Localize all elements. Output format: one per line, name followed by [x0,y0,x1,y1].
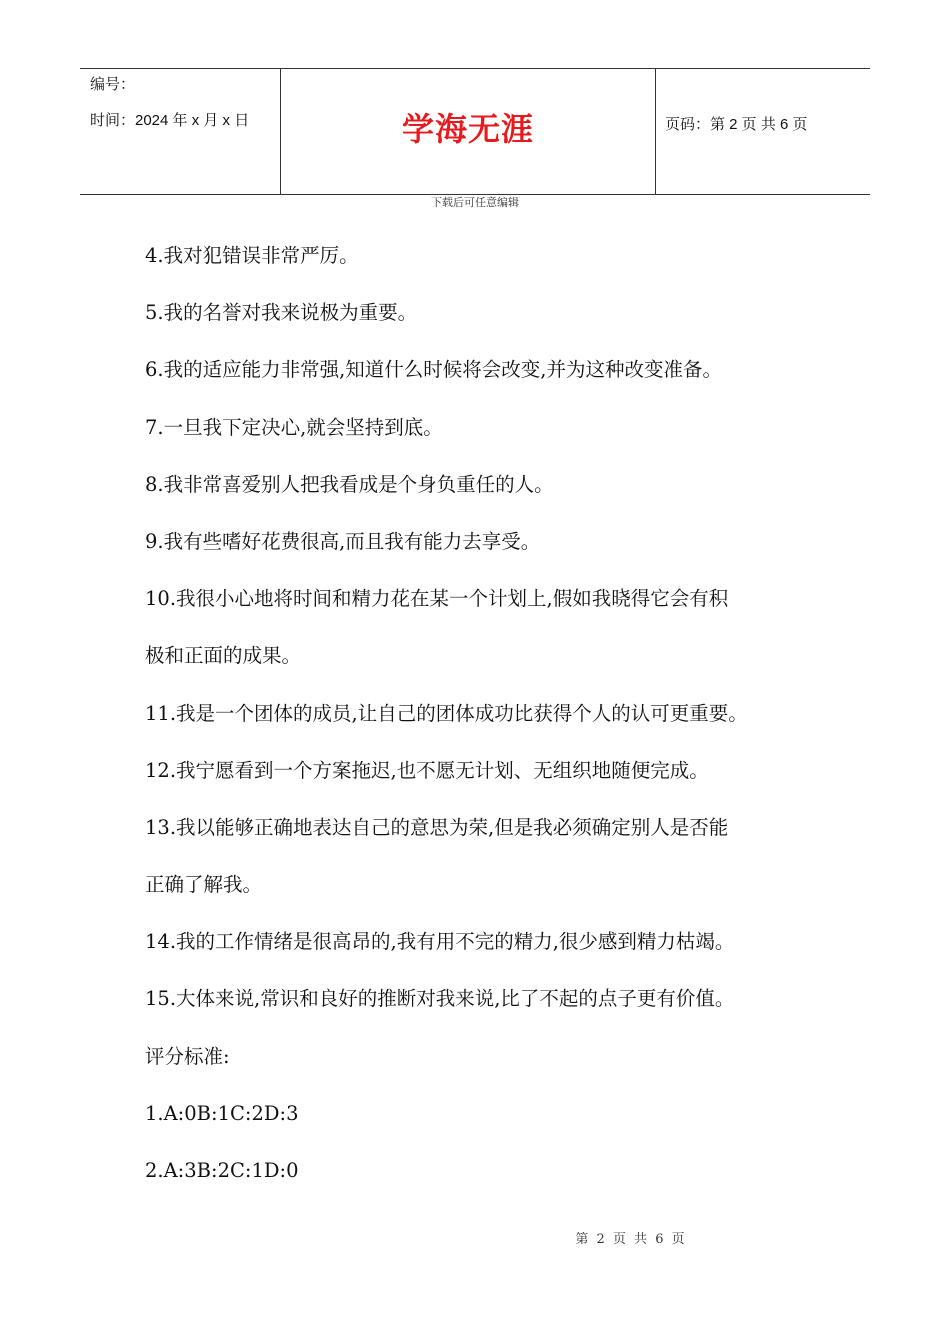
text-line: 正确了解我。 [145,873,263,897]
text-line: 4.我对犯错误非常严厉。 [145,244,359,267]
header-title-cell [280,69,656,194]
header-left-cell [80,69,280,194]
page-footer: 第 2 页 共 6 页 [575,1232,687,1247]
text-line: 6.我的适应能力非常强,知道什么时候将会改变,并为这种改变准备。 [145,358,723,382]
text-line: 10.我很小心地将时间和精力花在某一个计划上,假如我晓得它会有积 [145,587,729,611]
document-body [145,234,835,1206]
text-line: 15.大体来说,常识和良好的推断对我来说,比了不起的点子更有价值。 [145,987,735,1011]
document-title: 学海无涯 [401,109,534,148]
text-line: 12.我宁愿看到一个方案拖迟,也不愿无计划、无组织地随便完成。 [145,758,709,782]
document-header [80,68,870,195]
edit-note: 下载后可任意编辑 [431,196,519,209]
text-line: 7.一旦我下定决心,就会坚持到底。 [145,415,443,439]
document-number-label: 编号： [90,76,136,93]
text-line: 11.我是一个团体的成员,让自己的团体成功比获得个人的认可更重要。 [145,701,748,725]
text-line: 14.我的工作情绪是很高昂的,我有用不完的精力,很少感到精力枯竭。 [145,930,735,954]
text-line: 8.我非常喜爱别人把我看成是个身负重任的人。 [145,472,554,496]
document-time-label: 时间：2024 年 x 月 x 日 [90,112,250,129]
header-right-cell [655,69,870,194]
text-line: 极和正面的成果。 [145,644,302,668]
text-line: 9.我有些嗜好花费很高,而且我有能力去享受。 [145,529,541,553]
text-line: 2.A:3B:2C:1D:0 [145,1159,299,1182]
text-line: 5.我的名誉对我来说极为重要。 [145,301,418,325]
text-line: 13.我以能够正确地表达自己的意思为荣,但是我必须确定别人是否能 [145,815,729,839]
page-info-label: 页码：第 2 页 共 6 页 [665,116,808,133]
text-line: 1.A:0B:1C:2D:3 [145,1101,299,1125]
text-line: 评分标准: [145,1044,230,1068]
